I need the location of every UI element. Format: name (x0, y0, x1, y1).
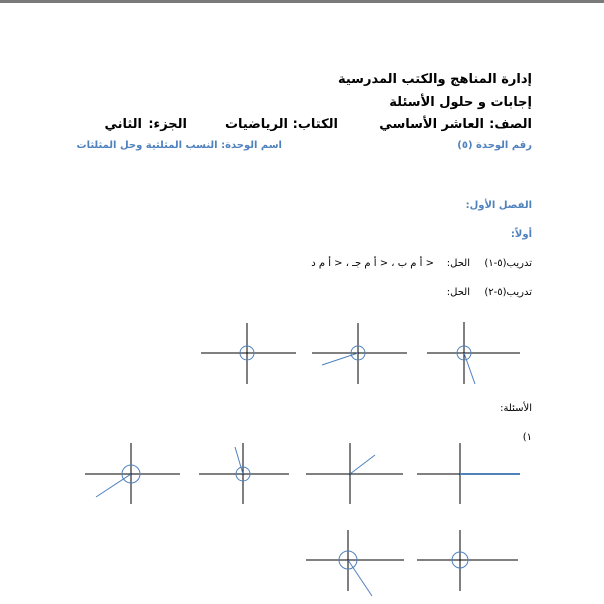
header-line1: إدارة المناهج والكتب المدرسية (337, 72, 532, 87)
figure-q1-f (306, 530, 404, 596)
figure-q1-a (417, 443, 520, 504)
exercise2-solution-label: الحل: (446, 287, 470, 298)
figure-q1-c (199, 443, 289, 504)
part-label: الجزء: (148, 117, 187, 132)
figure-ex2-right (427, 322, 520, 384)
exercise2-label: تدريب(٥-٢) (484, 287, 532, 298)
unit-number: رقم الوحدة (٥) (457, 140, 532, 151)
exercise1-solution-label: الحل: (446, 258, 470, 269)
exercise1-label: تدريب(٥-١) (484, 258, 532, 269)
figure-ex2-left (201, 323, 296, 384)
part-value: الثاني (104, 117, 142, 132)
exercise1-answer: < أ م ب ، < أ م جـ ، < أ م د (311, 258, 434, 269)
grade-value: العاشر الأساسي (379, 117, 484, 132)
first-heading: أولاً: (510, 229, 532, 240)
figure-q1-d (85, 443, 180, 504)
unit-name: اسم الوحدة: النسب المثلثية وحل المثلثات (76, 140, 282, 151)
figure-ex2-middle (312, 323, 407, 384)
grade-label: الصف: (489, 117, 532, 132)
question1-number: ١) (522, 432, 532, 443)
questions-heading: الأسئلة: (500, 403, 532, 414)
header-line2: إجابات و حلول الأسئلة (389, 95, 532, 110)
book-value: الرياضيات (224, 117, 288, 132)
figure-q1-b (306, 443, 403, 504)
chapter-heading: الفصل الأول: (465, 200, 532, 211)
book-label: الكتاب: (292, 117, 338, 132)
figure-q1-e (417, 530, 518, 591)
